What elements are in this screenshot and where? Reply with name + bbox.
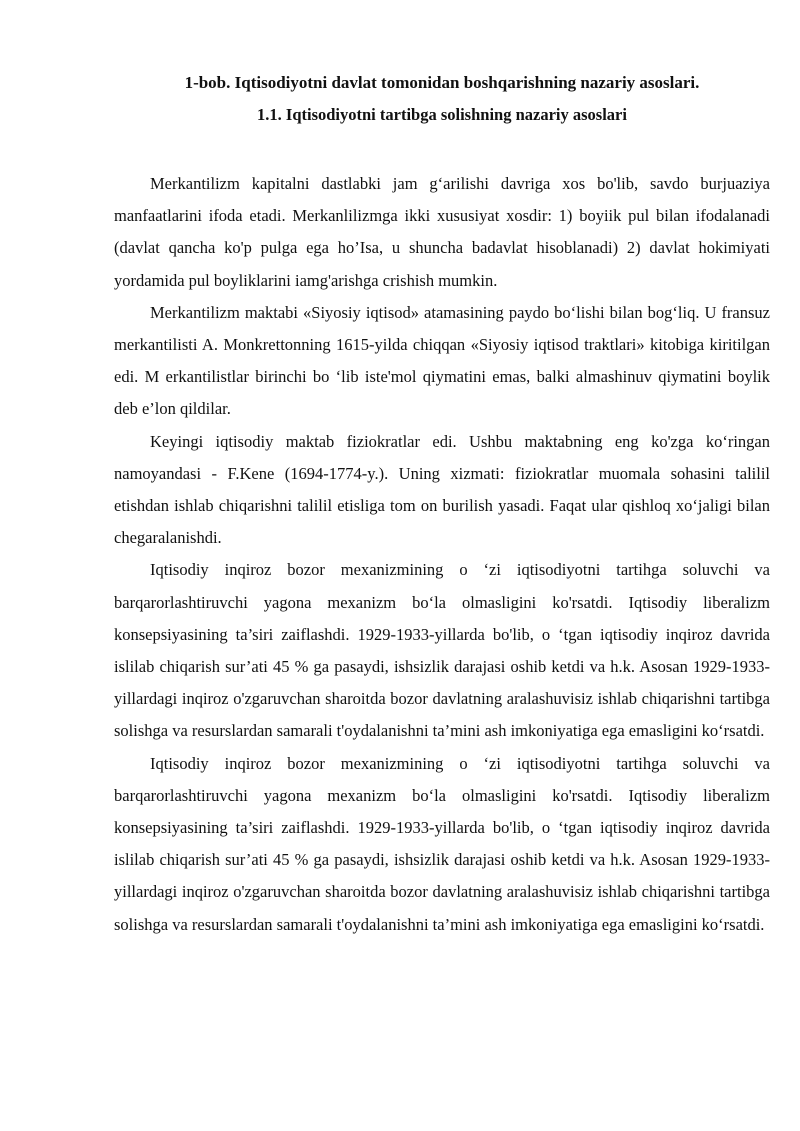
chapter-title: 1-bob. Iqtisodiyotni davlat tomonidan boshqarishning nazariy asoslari. bbox=[184, 73, 700, 92]
document-body bbox=[114, 168, 770, 941]
paragraph-physiocrats: Keyingi iqtisodiy maktab fiziokratlar edi. Ushbu maktabning eng ko'zga ko‘ringan namoyandasi - F.Kene (1694-1774-y.). Uning xizmati: fiziokratlar muomala sohasini talilil etishdan ishlab chiqarishni talilil etisliga tom on burilish yasadi. Faqat ular qishloq xo‘jaligi bilan chegaralanishdi. bbox=[114, 431, 770, 548]
paragraph-economic-crisis-repeat: Iqtisodiy inqiroz bozor mexanizmining o ‘zi iqtisodiyotni tartihga soluvchi va barqarorlashtiruvchi yagona mexanizm bo‘la olmasligini ko'rsatdi. Iqtisodiy liberalizm konsepsiyasining ta’siri zaiflashdi. 1929-1933-yillarda bo'lib, o ‘tgan iqtisodiy inqiroz davrida islilab chiqarish sur’ati 45 % ga pasaydi, ishsizlik darajasi oshib ketdi va h.k. Asosan 1929-1933- yillardagi inqiroz o'zgaruvchan sharoitda bozor davlatning aralashuvisiz ishlab chiqarishni tartibga solishga va resurslardan samarali t'oydalanishni ta’mini ash imkoniyatiga ega emasligini ko‘rsatdi. bbox=[114, 753, 770, 934]
document-page bbox=[114, 70, 770, 941]
paragraph-mercantilism-school: Merkantilizm maktabi «Siyosiy iqtisod» atamasining paydo bo‘lishi bilan bog‘liq. U fransuz merkantilisti A. Monkrettonning 1615-yilda chiqqan «Siyosiy iqtisod traktlari» kitobiga kiritilgan edi. M erkantilistlar birinchi bo ‘lib iste'mol qiymatini emas, balki almashinuv qiymatini boylik deb e’lon qildilar. bbox=[114, 302, 770, 419]
paragraph-economic-crisis: Iqtisodiy inqiroz bozor mexanizmining o ‘zi iqtisodiyotni tartihga soluvchi va barqarorlashtiruvchi yagona mexanizm bo‘la olmasligini ko'rsatdi. Iqtisodiy liberalizm konsepsiyasining ta’siri zaiflashdi. 1929-1933-yillarda bo'lib, o ‘tgan iqtisodiy inqiroz davrida islilab chiqarish sur’ati 45 % ga pasaydi, ishsizlik darajasi oshib ketdi va h.k. Asosan 1929-1933- yillardagi inqiroz o'zgaruvchan sharoitda bozor davlatning aralashuvisiz ishlab chiqarishni tartibga solishga va resurslardan samarali t'oydalanishni ta’mini ash imkoniyatiga ega emasligini ko‘rsatdi. bbox=[114, 560, 770, 741]
section-subtitle: 1.1. Iqtisodiyotni tartibga solishning nazariy asoslari bbox=[257, 105, 627, 124]
paragraph-mercantilism-intro: Merkantilizm kapitalni dastlabki jam g‘arilishi davriga xos bo'lib, savdo burjuaziya manfaatlarini ifoda etadi. Merkanlilizmga ikki xususiyat xosdir: 1) boyiik pul bilan ifodalanadi (davlat qancha ko'p pulga ega ho’Isa, u shuncha badavlat hisoblanadi) 2) davlat hokimiyati yordamida pul boyliklarini iamg'arishga crishish mumkin. bbox=[114, 174, 770, 290]
